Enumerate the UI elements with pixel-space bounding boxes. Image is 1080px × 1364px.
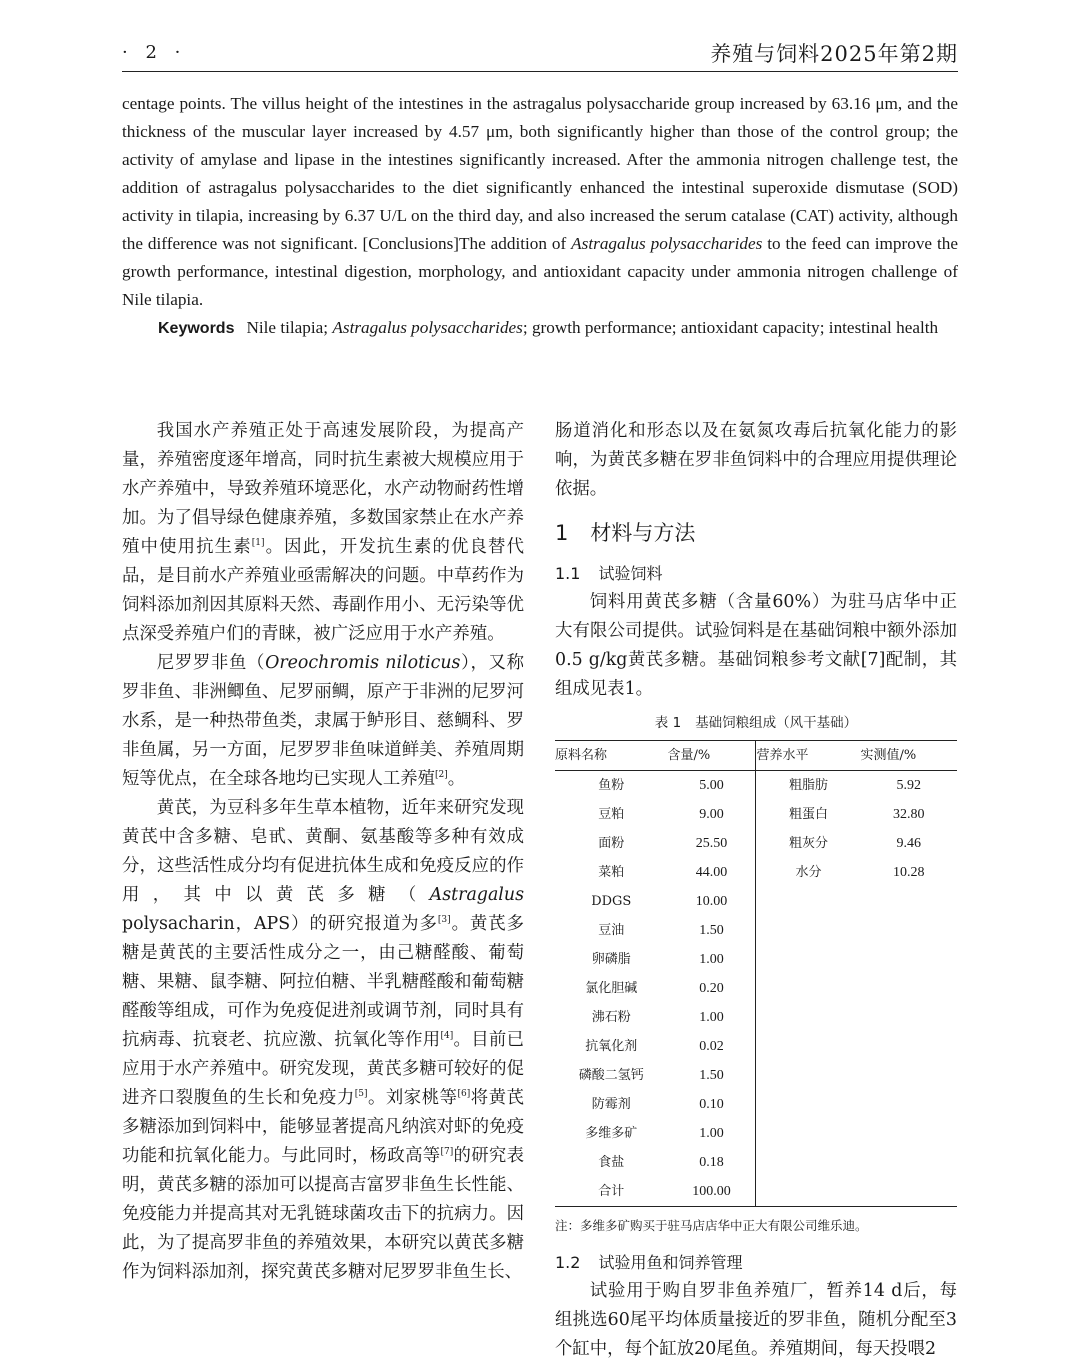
text: 黄芪，为豆科多年生草本植物，近年来研究发现黄芪中含多糖、皂甙、黄酮、氨基酸等多种有效成分，这些活性成分均有促进抗体生成和免疫反应的作用，其中以黄芪多糖（ (122, 798, 524, 905)
header-measured: 实测值/% (861, 741, 958, 771)
text: ），又称罗非鱼、非洲鲫鱼、尼罗丽鲷，原产于非洲的尼罗河水系，是一种热带鱼类，隶属于鲈形目、慈鲷科、罗非鱼属，另一方面，尼罗罗非鱼味道鲜美、养殖周期短等优点，在全球各地均已实现人工养殖 (122, 653, 524, 789)
nutrient-name (756, 945, 861, 974)
header-content: 含量/% (668, 741, 756, 771)
intro-paragraph-2 (122, 649, 524, 794)
section-title: 材料与方法 (590, 521, 696, 545)
keywords-text: Nile tilapia; (246, 318, 333, 337)
nutrient-name: 粗蛋白 (788, 807, 828, 822)
ingredient-name: 卵磷脂 (591, 952, 631, 967)
page-number: · 2 · (122, 42, 187, 63)
nutrient-value: 32.80 (893, 807, 925, 822)
ingredient-content: 1.50 (668, 1061, 756, 1090)
table-row (555, 1148, 957, 1177)
text: 我国水产养殖正处于高速发展阶段，为提高产量，养殖密度逐年增高，同时抗生素被大规模应用于水产养殖中，导致养殖环境恶化，水产动物耐药性增加。为了倡导绿色健康养殖，多数国家禁止在水产养殖中使用抗生素 (122, 421, 524, 557)
ingredient-content: 100.00 (668, 1177, 756, 1207)
table-number: 表 1 (654, 715, 682, 731)
ingredient-content: 0.18 (668, 1148, 756, 1177)
nutrient-value (861, 974, 958, 1003)
keywords-italic: Astragalus polysaccharides (332, 318, 523, 337)
ingredient-content: 1.50 (668, 916, 756, 945)
ingredient-content: 25.50 (668, 829, 756, 858)
ingredient-name: 菜粕 (598, 865, 625, 880)
keywords (122, 314, 958, 343)
ingredient-content: 5.00 (668, 771, 756, 801)
text: polysacharin，APS）的研究报道为多 (122, 914, 438, 934)
table-row (555, 1177, 957, 1207)
fish-paragraph: 试验用于购自罗非鱼养殖厂，暂养14 d后，每组挑选60尾平均体质量接近的罗非鱼，随机分配至3个缸中，每个缸放20尾鱼。养殖期间，每天投喂2 (555, 1281, 957, 1359)
ingredient-name: 面粉 (598, 836, 625, 851)
nutrient-value: 5.92 (896, 778, 921, 793)
nutrient-value: 9.46 (896, 836, 921, 851)
ingredient-name: 氯化胆碱 (585, 981, 638, 996)
table-row (555, 974, 957, 1003)
header-rule (122, 71, 958, 72)
ingredient-content: 1.00 (668, 1119, 756, 1148)
nutrient-name: 粗脂肪 (788, 778, 828, 793)
ingredient-content: 0.20 (668, 974, 756, 1003)
subsection-title: 试验用鱼和饲养管理 (598, 1253, 743, 1272)
journal-title: 养殖与饲料2025年第2期 (710, 42, 958, 66)
intro-paragraph-3 (122, 794, 524, 1287)
table-row (555, 1003, 957, 1032)
ingredient-content: 10.00 (668, 887, 756, 916)
table-row (555, 1119, 957, 1148)
abstract-text: centage points. The villus height of the intestines in the astragalus polysaccharide group increased by 63.16 μm, and the thickness of the muscular layer increased by 4.57 μm, both significantly higher than those of the control group; the activity of amylase and lipase in the intestines significantly increased. After the ammonia nitrogen challenge test, the addition of astragalus polysaccharides to the diet significantly enhanced the intestinal superoxide dismutase (SOD) activity in tilapia, increasing by 6.37 U/L on the third day, and also increased the serum catalase (CAT) activity, although the difference was not significant. [Conclusions]The addition of (122, 94, 958, 253)
keywords-text-end: ; growth performance; antioxidant capacity; intestinal health (522, 318, 939, 337)
table-body (555, 771, 957, 1207)
nutrient-value (861, 1061, 958, 1090)
nutrient-name (756, 974, 861, 1003)
subsection-title: 试验饲料 (598, 564, 663, 583)
left-column (122, 417, 524, 1287)
nutrient-name: 水分 (795, 865, 822, 880)
nutrient-value (861, 945, 958, 974)
table-row (555, 1090, 957, 1119)
keywords-label: Keywords (158, 320, 235, 337)
subsection-heading-1-2 (555, 1249, 957, 1277)
nutrient-name (756, 1119, 861, 1148)
nutrient-value (861, 1090, 958, 1119)
ingredient-content: 0.02 (668, 1032, 756, 1061)
nutrient-name (756, 1148, 861, 1177)
abstract-species-italic: Astragalus polysaccharides (571, 234, 763, 253)
abstract-text-end: to the feed can improve the growth performance, intestinal digestion, morphology, and antioxidant capacity under ammonia nitrogen challenge of Nile tilapia. (122, 234, 958, 309)
table-row (555, 1032, 957, 1061)
table-note: 注：多维多矿购买于驻马店店华中正大有限公司维乐迪。 (555, 1218, 868, 1233)
table-caption (555, 712, 957, 734)
genus-italic: Astragalus (429, 885, 524, 905)
citation: [2] (435, 770, 448, 781)
nutrient-name (756, 1003, 861, 1032)
text: 。目前已应用于水产养殖中。研究发现，黄芪多糖可较好的促进齐口裂腹鱼的生长和免疫力 (122, 1030, 524, 1108)
nutrient-value (861, 1032, 958, 1061)
diet-composition-table (555, 740, 957, 1207)
ingredient-content: 0.10 (668, 1090, 756, 1119)
text: 。 (447, 769, 466, 789)
nutrient-name (756, 1090, 861, 1119)
nutrient-value (861, 887, 958, 916)
nutrient-name (756, 1177, 861, 1207)
subsection-heading-1-1 (555, 560, 957, 588)
ingredient-name: 食盐 (598, 1155, 625, 1170)
text: 。刘家桃等 (367, 1088, 458, 1108)
nutrient-name (756, 916, 861, 945)
ingredient-name: 磷酸二氢钙 (578, 1068, 644, 1083)
table-row (555, 916, 957, 945)
table-row (555, 800, 957, 829)
table-row (555, 829, 957, 858)
citation: [7] (440, 1147, 454, 1158)
abstract-body (122, 90, 958, 314)
ingredient-name: 沸石粉 (591, 1010, 631, 1025)
ingredient-name: 豆油 (598, 923, 625, 938)
ingredient-content: 9.00 (668, 800, 756, 829)
nutrient-name (756, 887, 861, 916)
nutrient-value (861, 1003, 958, 1032)
table-row (555, 887, 957, 916)
running-header (122, 38, 958, 68)
ingredient-content: 44.00 (668, 858, 756, 887)
table-row (555, 771, 957, 801)
table-header-row (555, 741, 957, 771)
text: 将黄芪多糖添加到饲料中，能够显著提高凡纳滨对虾的免疫功能和抗氧化能力。与此同时，杨政高等 (122, 1088, 524, 1166)
citation: [6] (457, 1089, 471, 1100)
intro-paragraph-continued: 肠道消化和形态以及在氨氮攻毒后抗氧化能力的影响，为黄芪多糖在罗非鱼饲料中的合理应用提供理论依据。 (555, 421, 957, 499)
text: 。因此，开发抗生素的优良替代品，是目前水产养殖业亟需解决的问题。中草药作为饲料添加剂因其原料天然、毒副作用小、无污染等优点深受养殖户们的青睐，被广泛应用于水产养殖。 (122, 537, 524, 644)
citation: [4] (440, 1031, 454, 1042)
citation: [1] (251, 538, 265, 549)
table-row (555, 1061, 957, 1090)
header-ingredient: 原料名称 (555, 741, 668, 771)
nutrient-name (756, 1061, 861, 1090)
section-heading-1 (555, 518, 957, 548)
species-name-italic: Oreochromis niloticus (265, 653, 461, 673)
table-row (555, 945, 957, 974)
ingredient-name: 多维多矿 (585, 1126, 638, 1141)
text: 。黄芪多糖是黄芪的主要活性成分之一，由己糖醛酸、葡萄糖、果糖、鼠李糖、阿拉伯糖、半乳糖醛酸和葡萄糖醛酸等组成，可作为免疫促进剂或调节剂，同时具有抗病毒、抗衰老、抗应激、抗氧化等作用 (122, 914, 524, 1050)
intro-paragraph-1 (122, 417, 524, 649)
nutrient-name (756, 1032, 861, 1061)
text: 尼罗罗非鱼（ (156, 653, 266, 673)
ingredient-name: DDGS (591, 894, 632, 909)
subsection-number: 1.1 (555, 564, 581, 583)
ingredient-name: 抗氧化剂 (585, 1039, 638, 1054)
nutrient-name: 粗灰分 (788, 836, 828, 851)
text: 的研究表明，黄芪多糖的添加可以提高吉富罗非鱼生长性能、免疫能力并提高其对无乳链球菌攻击下的抗病力。因此，为了提高罗非鱼的养殖效果，本研究以黄芪多糖作为饲料添加剂，探究黄芪多糖对尼罗罗非鱼生长、 (122, 1146, 524, 1282)
ingredient-content: 1.00 (668, 945, 756, 974)
feed-paragraph: 饲料用黄芪多糖（含量60%）为驻马店华中正大有限公司提供。试验饲料是在基础饲粮中额外添加0.5 g/kg黄芪多糖。基础饲粮参考文献[7]配制，其组成见表1。 (555, 592, 957, 699)
table-title: 基础饲粮组成（风干基础） (695, 715, 858, 731)
ingredient-name: 鱼粉 (598, 778, 625, 793)
nutrient-value (861, 1119, 958, 1148)
ingredient-name: 合计 (598, 1184, 625, 1199)
nutrient-value (861, 916, 958, 945)
ingredient-name: 防霉剂 (591, 1097, 631, 1112)
nutrient-value (861, 1148, 958, 1177)
citation: [3] (437, 915, 451, 926)
section-number: 1 (555, 521, 569, 545)
english-abstract (122, 90, 958, 343)
subsection-number: 1.2 (555, 1253, 581, 1272)
nutrient-value: 10.28 (893, 865, 925, 880)
ingredient-content: 1.00 (668, 1003, 756, 1032)
nutrient-value (861, 1177, 958, 1207)
table-row (555, 858, 957, 887)
citation: [5] (354, 1089, 368, 1100)
right-column (555, 417, 957, 1364)
ingredient-name: 豆粕 (598, 807, 625, 822)
header-nutrient: 营养水平 (756, 741, 861, 771)
